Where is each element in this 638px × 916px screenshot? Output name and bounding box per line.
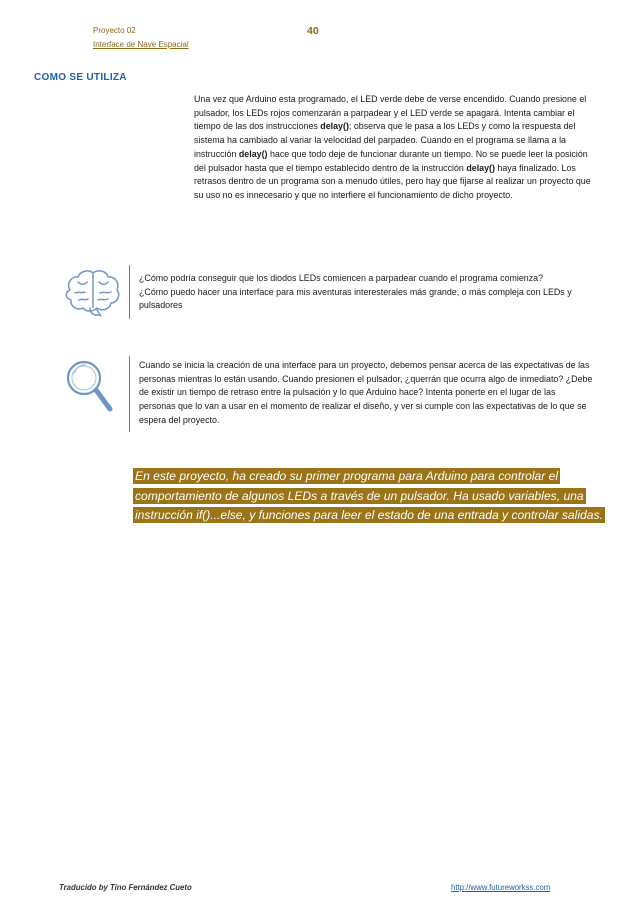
- summary-callout: [133, 467, 605, 526]
- tip-divider-bar: [129, 356, 130, 432]
- tip-magnifier-text: Cuando se inicia la creación de una interface para un proyecto, debemos pensar acerca de las expectativas de las personas mientras lo están usando. Cuando presionen el pulsador, ¿querrán que ocurra algo de inmediato? ¿Debe de existir un tiempo de retraso entre la pulsación y lo que Arduino hace? Intenta ponerte en el lugar de las personas que lo van a usar en el momento de realizar el diseño, y ver si cumple con las expectativas de lo que se espera del proyecto.: [139, 360, 593, 425]
- magnifier-icon: [62, 356, 118, 420]
- header-project-subtitle-link[interactable]: Interface de Nave Espacial: [93, 40, 189, 49]
- body-text-2: ; observa que le pasa a los LEDs y como la respuesta del sistema ha cambiado al variar la velocidad del parpadeo. Cuando en el programa se llama a la instrucción: [194, 121, 576, 159]
- tip-brain: [139, 272, 599, 313]
- body-text-3: hace que todo deje de funcionar durante un tiempo. No se puede leer la posición del pulsador hasta que el tiempo establecido dentro de la instrucción: [194, 148, 588, 173]
- brain-icon: [62, 268, 124, 318]
- page-number: 40: [307, 25, 319, 37]
- body-paragraph: [194, 93, 594, 203]
- footer-translator: Traducido by Tino Fernández Cueto: [59, 883, 192, 892]
- code-delay-1: delay(): [320, 121, 349, 132]
- summary-text: En este proyecto, ha creado su primer programa para Arduino para controlar el comportamiento de algunos LEDs a través de un pulsador. Ha usado variables, una instrucción if()...else, y funciones para leer el estado de una entrada y controlar salidas.: [135, 469, 603, 522]
- code-delay-2: delay(): [238, 148, 268, 159]
- tip-brain-line2: ¿Cómo puedo hacer una interface para mis aventuras interesterales más grande, o más compleja con LEDs y pulsadores: [139, 286, 572, 311]
- body-text-1: Una vez que Arduino esta programado, el LED verde debe de verse encendido. Cuando presione el pulsador, los LEDs rojos comenzarán a parpadear y el LED verde se apagará. Intenta cambiar el tiempo de las dos instrucciones: [194, 94, 587, 132]
- tip-divider-bar: [129, 265, 130, 319]
- body-text-4: haya finalizado. Los retrasos dentro de un programa son a menudo útiles, pero hay que fijarse al realizar un proyecto que su uso no es innecesario y que no interfiere el funcionamiento de dicho proyecto.: [194, 162, 591, 200]
- tip-brain-line1: ¿Cómo podría conseguir que los diodos LEDs comiencen a parpadear cuando el programa comienza?: [139, 273, 544, 283]
- section-title: COMO SE UTILIZA: [34, 72, 127, 83]
- header-project-label: Proyecto 02: [93, 26, 136, 35]
- code-delay-3: delay(): [466, 162, 495, 173]
- footer-url-link[interactable]: http://www.futureworkss.com: [451, 883, 551, 892]
